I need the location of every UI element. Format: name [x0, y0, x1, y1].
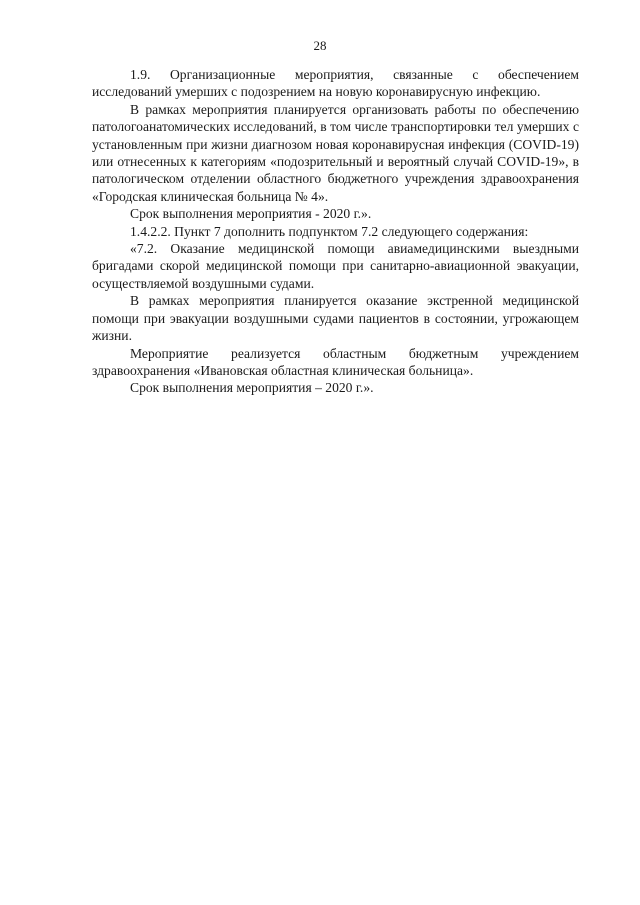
paragraph-air-evacuation-description: В рамках мероприятия планируется оказание экстренной медицинской помощи при эвакуации воздушными судами пациентов в состоянии, угрожающем жизни. — [92, 293, 579, 344]
paragraph-item-1-4-2-2: 1.4.2.2. Пункт 7 дополнить подпунктом 7.2 следующего содержания: — [130, 223, 529, 239]
paragraph-subitem-7-2: «7.2. Оказание медицинской помощи авиамедицинскими выездными бригадами скорой медицинской помощи при санитарно-авиационной эвакуации, осуществляемой воздушными судами. — [92, 241, 579, 291]
paragraph-deadline-1: Срок выполнения мероприятия - 2020 г.». — [130, 206, 372, 222]
paragraph-autopsy-description: В рамках мероприятия планируется организовать работы по обеспечению патологоанатомических исследований, в том числе транспортировки тел умерших с установленным при жизни диагнозом новая коронавирусная инфекция (COVID-19) или отнесенных к категориям «подозрительный и вероятный случай COVID-19», в патологическом отделении областного бюджетного учреждения здравоохранения «Городская клиническая больница № 4». — [92, 101, 579, 204]
paragraph-section-1-9-title: 1.9. Организационные мероприятия, связанные с обеспечением исследований умерших с подозрением на новую коронавирусную инфекцию. — [92, 67, 579, 100]
paragraph-deadline-2: Срок выполнения мероприятия – 2020 г.». — [130, 380, 374, 396]
document-body — [92, 66, 579, 397]
page-number: 28 — [313, 38, 327, 53]
paragraph-implementer: Мероприятие реализуется областным бюджетным учреждением здравоохранения «Ивановская областная клиническая больница». — [92, 345, 579, 378]
